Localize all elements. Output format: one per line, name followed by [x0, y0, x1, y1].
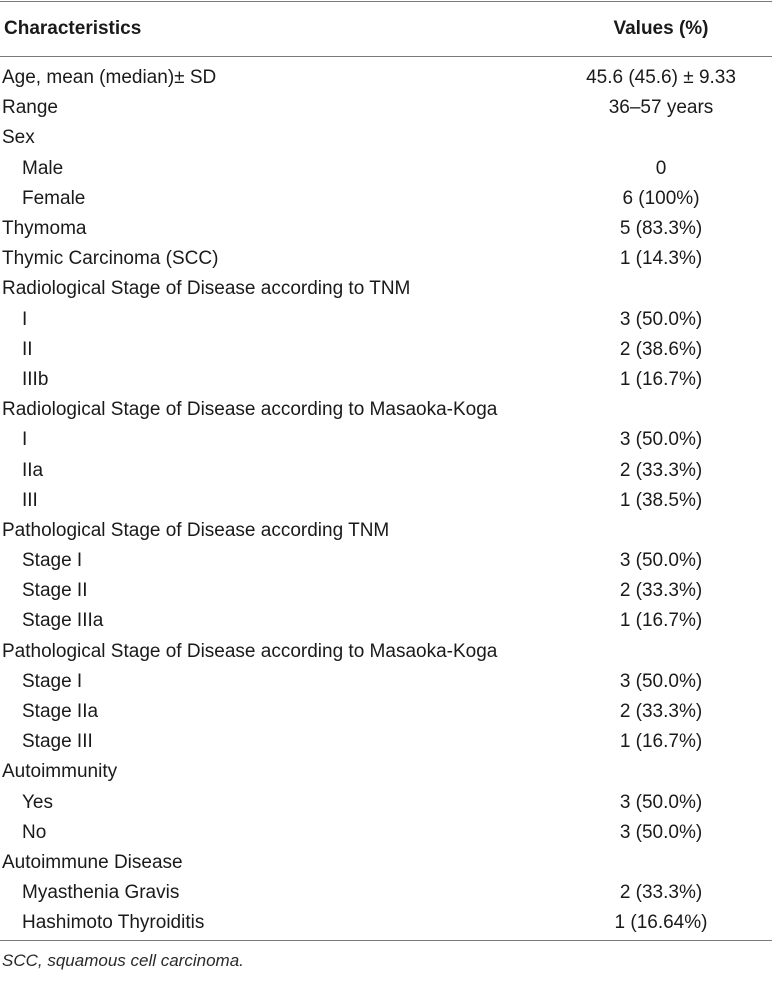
row-value: 1 (14.3%): [619, 248, 703, 270]
row-label: Stage III: [22, 731, 93, 753]
row-value: 2 (33.3%): [619, 459, 703, 481]
row-label: Autoimmune Disease: [2, 851, 183, 873]
row-label: II: [22, 338, 33, 360]
row-value: 6 (100%): [622, 187, 700, 209]
row-label: III: [22, 489, 38, 511]
row-value: 3 (50.0%): [619, 550, 703, 572]
row-value: 1 (16.7%): [619, 610, 703, 632]
table-row: [0, 365, 772, 395]
row-value: 3 (50.0%): [619, 791, 703, 813]
row-label: Autoimmunity: [2, 761, 118, 783]
row-label: Radiological Stage of Disease according to Masaoka-Koga: [2, 399, 498, 421]
header-values: Values (%): [613, 18, 709, 39]
table-row: [0, 788, 772, 818]
row-value: 2 (33.3%): [619, 701, 703, 723]
row-value: 1 (16.7%): [619, 368, 703, 390]
row-label: I: [22, 308, 28, 330]
row-value: 36–57 years: [608, 97, 714, 119]
table-row: [0, 727, 772, 757]
table-row: [0, 214, 772, 244]
row-label: Thymoma: [2, 218, 87, 240]
row-value: 3 (50.0%): [619, 670, 703, 692]
row-value: 2 (33.3%): [619, 580, 703, 602]
table-row: [0, 395, 772, 425]
table-row: [0, 93, 772, 123]
table-row: [0, 455, 772, 485]
table-row: [0, 305, 772, 335]
row-label: Sex: [2, 127, 35, 149]
row-value: 5 (83.3%): [619, 218, 703, 240]
row-label: I: [22, 429, 28, 451]
row-label: IIIb: [22, 368, 49, 390]
row-value: 0: [655, 157, 667, 179]
table-row: [0, 486, 772, 516]
table-row: [0, 335, 772, 365]
row-label: No: [22, 821, 47, 843]
table-row: [0, 154, 772, 184]
table-row: [0, 244, 772, 274]
table-row: [0, 908, 772, 938]
table-row: [0, 667, 772, 697]
table-header: [0, 2, 772, 56]
row-value: 2 (38.6%): [619, 338, 703, 360]
row-label: Range: [2, 97, 58, 119]
table-row: [0, 848, 772, 878]
table-row: [0, 757, 772, 787]
row-label: Hashimoto Thyroiditis: [22, 912, 205, 934]
row-label: Stage I: [22, 550, 83, 572]
row-value: 1 (38.5%): [619, 489, 703, 511]
table-footnote: SCC, squamous cell carcinoma.: [2, 951, 244, 971]
table-row: [0, 546, 772, 576]
row-label: Thymic Carcinoma (SCC): [2, 248, 219, 270]
row-label: IIa: [22, 459, 44, 481]
row-label: Stage IIIa: [22, 610, 104, 632]
table-row: [0, 878, 772, 908]
table-row: [0, 425, 772, 455]
table-row: [0, 184, 772, 214]
row-label: Stage I: [22, 670, 83, 692]
table-row: [0, 274, 772, 304]
row-label: Male: [22, 157, 64, 179]
table-row: [0, 606, 772, 636]
row-label: Age, mean (median)± SD: [2, 67, 217, 89]
row-label: Radiological Stage of Disease according to TNM: [2, 278, 411, 300]
row-label: Female: [22, 187, 86, 209]
row-label: Myasthenia Gravis: [22, 882, 180, 904]
table-row: [0, 576, 772, 606]
table-row: [0, 63, 772, 93]
table-row: [0, 637, 772, 667]
row-label: Pathological Stage of Disease according TNM: [2, 519, 390, 541]
header-characteristics: Characteristics: [4, 18, 142, 39]
row-label: Pathological Stage of Disease according to Masaoka-Koga: [2, 640, 498, 662]
table-row: [0, 818, 772, 848]
row-value: 1 (16.7%): [619, 731, 703, 753]
row-value: 3 (50.0%): [619, 821, 703, 843]
table-row: [0, 516, 772, 546]
row-label: Yes: [22, 791, 53, 813]
table-row: [0, 697, 772, 727]
row-label: Stage II: [22, 580, 88, 602]
row-value: 3 (50.0%): [619, 308, 703, 330]
row-value: 1 (16.64%): [614, 912, 708, 934]
row-value: 3 (50.0%): [619, 429, 703, 451]
row-value: 45.6 (45.6) ± 9.33: [586, 67, 736, 89]
row-value: 2 (33.3%): [619, 882, 703, 904]
row-label: Stage IIa: [22, 701, 99, 723]
table-row: [0, 123, 772, 153]
table-body: [0, 57, 772, 940]
